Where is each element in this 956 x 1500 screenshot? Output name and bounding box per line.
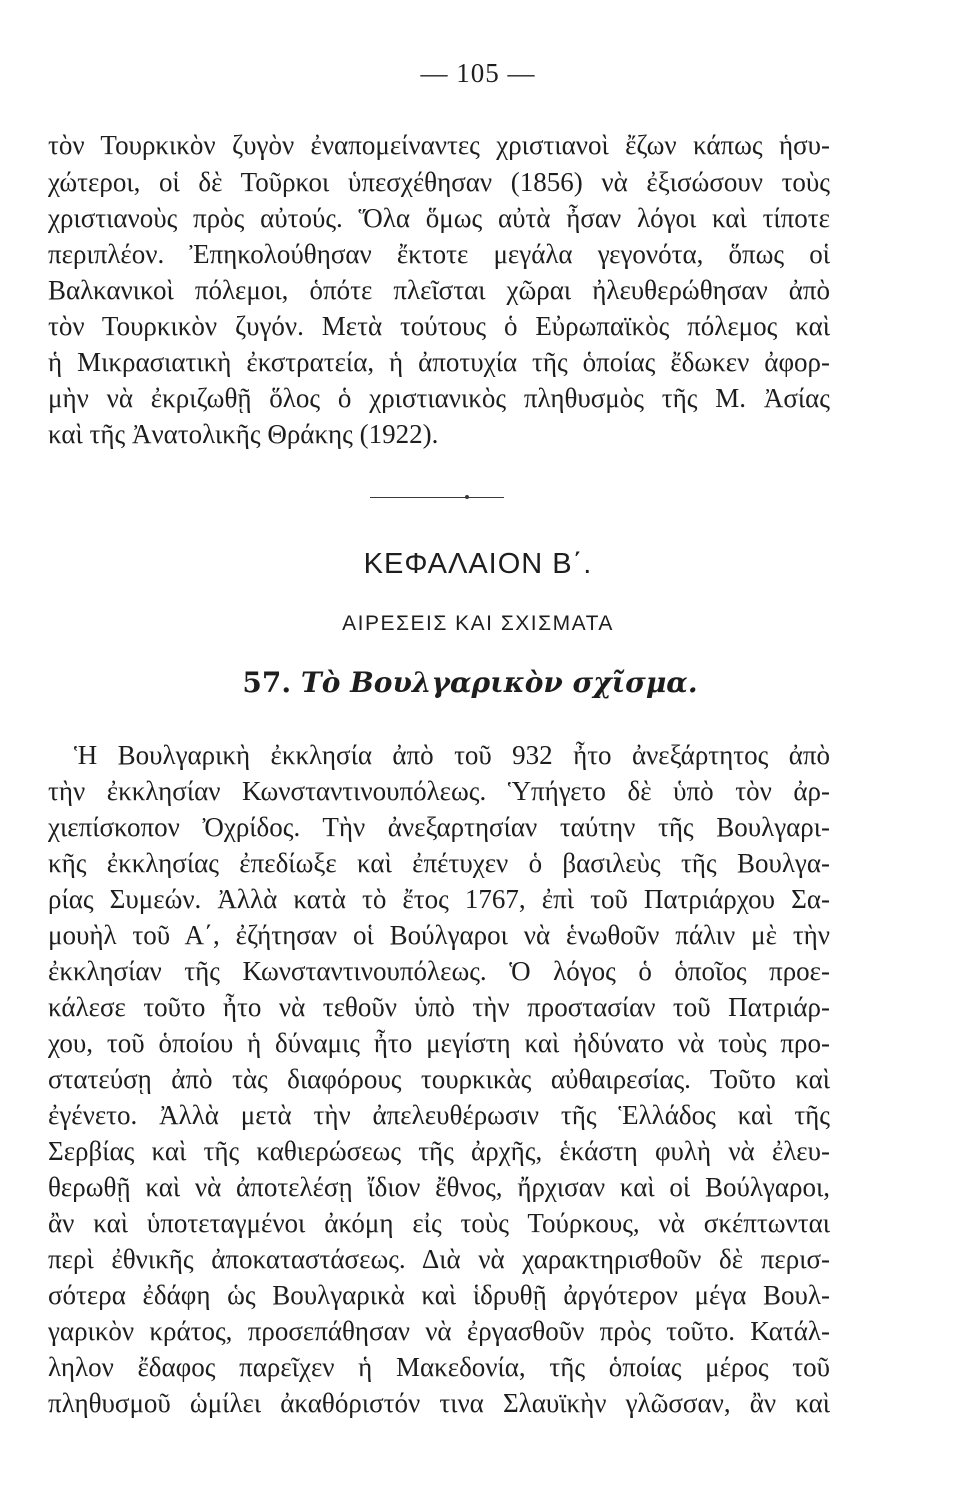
text-line: χιεπίσκοπον Ὀχρίδος. Τὴν ἀνεξαρτησίαν ταύτην τῆς Βουλγαρι- [48, 812, 830, 842]
text-line: τὸν Τουρκικὸν ζυγόν. Μετὰ τούτους ὁ Εὐρωπαϊκὸς πόλεμος καὶ [48, 311, 830, 341]
page-number: — 105 — [420, 58, 536, 88]
section-name: Τὸ Βουλγαρικὸν σχῖσμα. [300, 666, 698, 699]
text-line: κάλεσε τοῦτο ἦτο νὰ τεθοῦν ὑπὸ τὴν προστασίαν τοῦ Πατριάρ- [48, 992, 830, 1022]
text-line: σότερα ἐδάφη ὡς Βουλγαρικὰ καὶ ἱδρυθῇ ἀργότερον μέγα Βουλ- [48, 1280, 830, 1310]
text-line: χώτεροι, οἱ δὲ Τοῦρκοι ὑπεσχέθησαν (1856) νὰ ἐξισώσουν τοὺς [48, 167, 830, 197]
chapter-heading: ΚΕΦΑΛΑΙΟΝ Β΄. [363, 548, 593, 580]
text-line: ἐκκλησίαν τῆς Κωνσταντινουπόλεως. Ὁ λόγος ὁ ὁποῖος προε- [48, 956, 830, 986]
divider-dot [465, 495, 469, 499]
text-line: θερωθῇ καὶ νὰ ἀποτελέσῃ ἴδιον ἔθνος, ἤρχισαν καὶ οἱ Βούλγαροι, [48, 1172, 830, 1202]
text-line: περὶ ἐθνικῆς ἀποκαταστάσεως. Διὰ νὰ χαρακτηρισθοῦν δὲ περισ- [48, 1244, 830, 1274]
text-line: ἂν καὶ ὑποτεταγμένοι ἀκόμη εἰς τοὺς Τούρκους, νὰ σκέπτωνται [48, 1208, 830, 1238]
text-line: ρίας Συμεών. Ἀλλὰ κατὰ τὸ ἔτος 1767, ἐπὶ τοῦ Πατριάρχου Σα- [48, 884, 830, 914]
text-line: ἡ Μικρασιατικὴ ἐκστρατεία, ἡ ἀποτυχία τῆς ὁποίας ἔδωκεν ἀφορ- [48, 347, 830, 377]
text-line: ἐγένετο. Ἀλλὰ μετὰ τὴν ἀπελευθέρωσιν τῆς Ἑλλάδος καὶ τῆς [48, 1100, 830, 1130]
text-line: χριστιανοὺς πρὸς αὐτούς. Ὅλα ὅμως αὐτὰ ἦσαν λόγοι καὶ τίποτε [48, 203, 830, 233]
section-divider-rule [370, 497, 504, 498]
text-line: γαρικὸν κράτος, προσεπάθησαν νὰ ἐργασθοῦν πρὸς τοῦτο. Κατάλ- [48, 1316, 830, 1346]
text-line: μουὴλ τοῦ Α΄, ἐζήτησαν οἱ Βούλγαροι νὰ ἑνωθοῦν πάλιν μὲ τὴν [48, 920, 830, 950]
text-line: καὶ τῆς Ἀνατολικῆς Θράκης (1922). [48, 419, 439, 449]
text-line: περιπλέον. Ἐπηκολούθησαν ἔκτοτε μεγάλα γεγονότα, ὅπως οἱ [48, 239, 830, 269]
text-line: Βαλκανικοὶ πόλεμοι, ὁπότε πλεῖσται χῶραι ἠλευθερώθησαν ἀπὸ [48, 275, 830, 305]
chapter-subheading: ΑΙΡΕΣΕΙΣ ΚΑΙ ΣΧΙΣΜΑΤΑ [342, 612, 614, 635]
text-line: πληθυσμοῦ ὡμίλει ἀκαθόριστόν τινα Σλαυϊκὴν γλῶσσαν, ἂν καὶ [48, 1388, 830, 1418]
section-title [0, 666, 940, 699]
text-line: στατεύσῃ ἀπὸ τὰς διαφόρους τουρκικὰς αὐθαιρεσίας. Τοῦτο καὶ [48, 1064, 830, 1094]
text-line: ληλον ἔδαφος παρεῖχεν ἡ Μακεδονία, τῆς ὁποίας μέρος τοῦ [48, 1352, 830, 1382]
text-line: χου, τοῦ ὁποίου ἡ δύναμις ἦτο μεγίστη καὶ ἠδύνατο νὰ τοὺς προ- [48, 1028, 830, 1058]
text-line: κῆς ἐκκλησίας ἐπεδίωξε καὶ ἐπέτυχεν ὁ βασιλεὺς τῆς Βουλγα- [48, 848, 830, 878]
section-number: 57. [242, 666, 292, 699]
text-line: μὴν νὰ ἐκριζωθῇ ὅλος ὁ χριστιανικὸς πληθυσμὸς τῆς Μ. Ἀσίας [48, 383, 830, 413]
text-line: Ἡ Βουλγαρικὴ ἐκκλησία ἀπὸ τοῦ 932 ἦτο ἀνεξάρτητος ἀπὸ [74, 740, 830, 770]
text-line: τὴν ἐκκλησίαν Κωνσταντινουπόλεως. Ὑπήγετο δὲ ὑπὸ τὸν ἀρ- [48, 776, 830, 806]
text-line: τὸν Τουρκικὸν ζυγὸν ἐναπομείναντες χριστιανοὶ ἔζων κάπως ἡσυ- [48, 130, 830, 160]
text-line: Σερβίας καὶ τῆς καθιερώσεως τῆς ἀρχῆς, ἑκάστη φυλὴ νὰ ἐλευ- [48, 1136, 830, 1166]
